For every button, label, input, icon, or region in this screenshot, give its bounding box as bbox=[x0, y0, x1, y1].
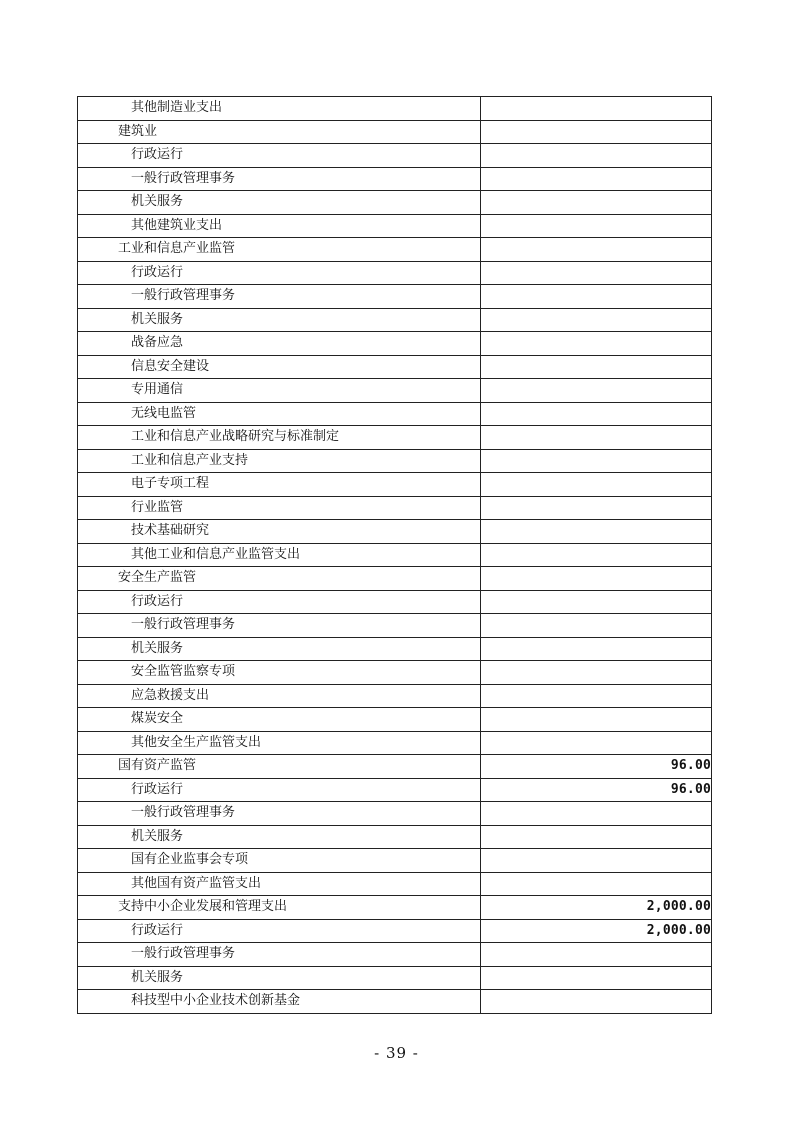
table-row bbox=[78, 778, 712, 802]
table-row bbox=[78, 473, 712, 497]
item-name-cell: 行政运行 bbox=[78, 261, 481, 285]
amount-cell bbox=[481, 355, 712, 379]
item-name-cell: 其他建筑业支出 bbox=[78, 214, 481, 238]
table-row bbox=[78, 802, 712, 826]
table-row bbox=[78, 543, 712, 567]
amount-cell bbox=[481, 332, 712, 356]
amount-cell bbox=[481, 473, 712, 497]
item-name-cell: 其他安全生产监管支出 bbox=[78, 731, 481, 755]
table-row bbox=[78, 919, 712, 943]
table-row bbox=[78, 567, 712, 591]
amount-cell bbox=[481, 308, 712, 332]
table-row bbox=[78, 167, 712, 191]
amount-cell bbox=[481, 872, 712, 896]
amount-cell: 96.00 bbox=[481, 778, 712, 802]
amount-cell bbox=[481, 825, 712, 849]
table-row bbox=[78, 402, 712, 426]
table-row bbox=[78, 966, 712, 990]
amount-cell bbox=[481, 238, 712, 262]
item-name-cell: 行政运行 bbox=[78, 919, 481, 943]
table-row bbox=[78, 308, 712, 332]
item-name-cell: 应急救援支出 bbox=[78, 684, 481, 708]
amount-cell: 2,000.00 bbox=[481, 896, 712, 920]
budget-table-body bbox=[78, 97, 712, 1014]
item-name-cell: 行业监管 bbox=[78, 496, 481, 520]
amount-cell bbox=[481, 496, 712, 520]
amount-cell bbox=[481, 120, 712, 144]
item-name-cell: 机关服务 bbox=[78, 637, 481, 661]
amount-cell bbox=[481, 731, 712, 755]
item-name-cell: 行政运行 bbox=[78, 590, 481, 614]
table-row bbox=[78, 825, 712, 849]
item-name-cell: 机关服务 bbox=[78, 825, 481, 849]
item-name-cell: 一般行政管理事务 bbox=[78, 614, 481, 638]
amount-cell bbox=[481, 144, 712, 168]
amount-cell bbox=[481, 379, 712, 403]
item-name-cell: 工业和信息产业监管 bbox=[78, 238, 481, 262]
item-name-cell: 国有资产监管 bbox=[78, 755, 481, 779]
item-name-cell: 国有企业监事会专项 bbox=[78, 849, 481, 873]
item-name-cell: 一般行政管理事务 bbox=[78, 943, 481, 967]
table-row bbox=[78, 449, 712, 473]
item-name-cell: 专用通信 bbox=[78, 379, 481, 403]
amount-cell bbox=[481, 802, 712, 826]
table-row bbox=[78, 355, 712, 379]
item-name-cell: 其他制造业支出 bbox=[78, 97, 481, 121]
table-row bbox=[78, 238, 712, 262]
amount-cell bbox=[481, 637, 712, 661]
table-row bbox=[78, 614, 712, 638]
table-row bbox=[78, 708, 712, 732]
item-name-cell: 机关服务 bbox=[78, 191, 481, 215]
amount-cell bbox=[481, 402, 712, 426]
amount-cell: 2,000.00 bbox=[481, 919, 712, 943]
item-name-cell: 电子专项工程 bbox=[78, 473, 481, 497]
amount-cell bbox=[481, 449, 712, 473]
page-number: - 39 - bbox=[374, 1044, 419, 1062]
table-row bbox=[78, 590, 712, 614]
amount-cell bbox=[481, 708, 712, 732]
amount-cell: 96.00 bbox=[481, 755, 712, 779]
item-name-cell: 无线电监管 bbox=[78, 402, 481, 426]
item-name-cell: 安全生产监管 bbox=[78, 567, 481, 591]
item-name-cell: 机关服务 bbox=[78, 966, 481, 990]
item-name-cell: 建筑业 bbox=[78, 120, 481, 144]
table-row bbox=[78, 520, 712, 544]
amount-cell bbox=[481, 167, 712, 191]
item-name-cell: 一般行政管理事务 bbox=[78, 285, 481, 309]
table-row bbox=[78, 731, 712, 755]
item-name-cell: 科技型中小企业技术创新基金 bbox=[78, 990, 481, 1014]
item-name-cell: 煤炭安全 bbox=[78, 708, 481, 732]
table-row bbox=[78, 896, 712, 920]
table-row bbox=[78, 684, 712, 708]
amount-cell bbox=[481, 261, 712, 285]
amount-cell bbox=[481, 285, 712, 309]
item-name-cell: 其他国有资产监管支出 bbox=[78, 872, 481, 896]
item-name-cell: 行政运行 bbox=[78, 144, 481, 168]
amount-cell bbox=[481, 543, 712, 567]
table-row bbox=[78, 755, 712, 779]
table-row bbox=[78, 990, 712, 1014]
item-name-cell: 一般行政管理事务 bbox=[78, 167, 481, 191]
item-name-cell: 信息安全建设 bbox=[78, 355, 481, 379]
table-row bbox=[78, 943, 712, 967]
item-name-cell: 其他工业和信息产业监管支出 bbox=[78, 543, 481, 567]
table-row bbox=[78, 872, 712, 896]
amount-cell bbox=[481, 684, 712, 708]
amount-cell bbox=[481, 849, 712, 873]
amount-cell bbox=[481, 97, 712, 121]
item-name-cell: 行政运行 bbox=[78, 778, 481, 802]
table-row bbox=[78, 379, 712, 403]
amount-cell bbox=[481, 943, 712, 967]
table-row bbox=[78, 285, 712, 309]
amount-cell bbox=[481, 567, 712, 591]
amount-cell bbox=[481, 661, 712, 685]
amount-cell bbox=[481, 966, 712, 990]
item-name-cell: 战备应急 bbox=[78, 332, 481, 356]
amount-cell bbox=[481, 426, 712, 450]
item-name-cell: 机关服务 bbox=[78, 308, 481, 332]
table-row bbox=[78, 849, 712, 873]
amount-cell bbox=[481, 191, 712, 215]
table-row bbox=[78, 214, 712, 238]
item-name-cell: 技术基础研究 bbox=[78, 520, 481, 544]
table-row bbox=[78, 144, 712, 168]
amount-cell bbox=[481, 520, 712, 544]
amount-cell bbox=[481, 214, 712, 238]
table-row bbox=[78, 426, 712, 450]
table-row bbox=[78, 637, 712, 661]
table-row bbox=[78, 191, 712, 215]
item-name-cell: 一般行政管理事务 bbox=[78, 802, 481, 826]
table-row bbox=[78, 120, 712, 144]
table-row bbox=[78, 661, 712, 685]
amount-cell bbox=[481, 614, 712, 638]
item-name-cell: 工业和信息产业支持 bbox=[78, 449, 481, 473]
table-row bbox=[78, 332, 712, 356]
amount-cell bbox=[481, 590, 712, 614]
table-row bbox=[78, 97, 712, 121]
item-name-cell: 安全监管监察专项 bbox=[78, 661, 481, 685]
amount-cell bbox=[481, 990, 712, 1014]
table-row bbox=[78, 261, 712, 285]
budget-table bbox=[77, 96, 712, 1014]
table-row bbox=[78, 496, 712, 520]
item-name-cell: 工业和信息产业战略研究与标准制定 bbox=[78, 426, 481, 450]
item-name-cell: 支持中小企业发展和管理支出 bbox=[78, 896, 481, 920]
